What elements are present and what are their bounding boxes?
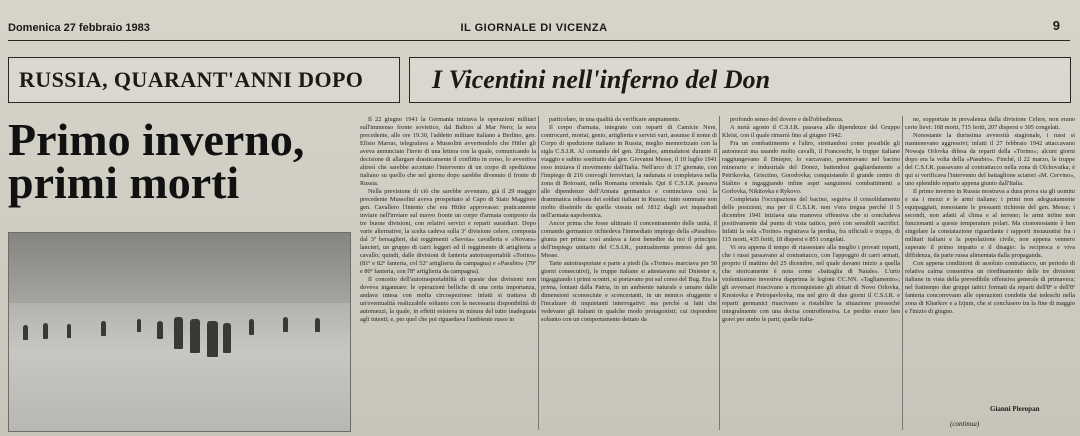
photo-soldier-figure <box>43 323 48 339</box>
column-paragraph: Tarte autotrasportate e parte a piedi (la «Torino» marciava per 50 giorni consecutivi), le truppe italiane si attestavano sul Dniester e, ingaggiando i primi scontri, si portavano poi sul corso del Bug. Era la prima, lontani dalla Patria, in un ambiente naturale e umano dalle dimensioni sconosciute e sconcertanti, in un nemico sfuggente e l'incalzare di inquietanti interrogativi: ma perché si fatti che vedevano gli italiani in qualche modo protagonisti; cui rispondere soltanto con un comportamento dettato da <box>541 260 717 323</box>
article-column-3 <box>722 116 900 430</box>
section-kicker: RUSSIA, QUARANT'ANNI DOPO <box>19 67 364 92</box>
subtitle-box <box>409 57 1071 103</box>
article-subtitle: I Vicentini nell'inferno del Don <box>432 65 771 94</box>
masthead <box>8 18 1060 38</box>
column-paragraph: A metà agosto il C.S.I.R. passava alle dipendenze del Gruppo Kleist, con il quale rimarrà fino al giugno 1942. <box>722 124 900 139</box>
newspaper-name: IL GIORNALE DI VICENZA <box>460 22 608 34</box>
photo-soldier-figure <box>174 317 183 349</box>
column-paragraph: Completata l'occupazione del bacino, seguiva il consolidamento delle posizioni, ma per il C.S.I.R. non v'era tregua perché il 5 dicembre 1941 iniziava una manovra offensiva che si concludeva positivamente dal punto di vista tattico, però con sensibili sacrifici. Infatti la sola «Torino» registrava la perdita, fra ufficiali e truppa, di 115 morti, 435 feriti, 18 dispersi e 851 congelati. <box>722 196 900 243</box>
column-paragraph: Ancor prima che fosse ultimato il concentramento delle unità, il comando germanico richiedeva l'immediato impiego della «Pasubio» giunta per prima: così andava a farsi benedire da noi il principio dell'impiego unitario del C.S.I.R., puntualmente preteso dal gen. Messe. <box>541 220 717 259</box>
photo-soldier-figure <box>101 321 106 336</box>
photo-soldier-figure <box>137 319 141 332</box>
column-paragraph: Il primo inverno in Russia mostrava a dura prova sia gli uomini e sia i mezzi e le armi italiane; i primi non adeguatamente equipaggiati, nonostante le pressanti richieste del gen. Messe; i secondi, non adatti al clima e al terreno; le armi infine non funzionanti a queste temperature polari. Ma ciononostante è ben singolare la constatazione riguardante i rapporti instauratisi fra i militari italiani e la popolazione civile, non appena vennero superate il primo impatto e il disagio: la reciproca e viva diffidenza, da parte russa alimentata dalla propaganda. <box>905 188 1075 259</box>
photo-soldier-figure <box>283 317 288 332</box>
article-column-1 <box>360 116 536 430</box>
column-paragraph: Il 22 giugno 1941 la Germania iniziava le operazioni militari sull'immenso fronte sovietico, dal Baltico al Mar Nero; la sera precedente, alle ore 19.30, l'addetto militare italiano a Berlino, gen. Efisio Marras, telegrafava a Mussolini avvertendolo che Hitler gli aveva annunciato l'invio di una lettera con la quale, comunicando la decisione di allargare drasticamente il conflitto in corso, lo avvertiva altresì che sarebbe accettato l'intervento di un corpo di spedizione italiano su quello che nel giorno dopo sarebbe divenuto il fronte di Russia. <box>360 116 536 187</box>
photo-sky <box>9 233 350 303</box>
column-paragraph: Nonostante la durissima avversità stagionale, i russi si mantenevano aggressivi; infatti il 27 febbraio 1942 attaccavano Nowaja Orlovka difesa da reparti della «Torino»; alcuni giorni dopo era la volta della «Pasubio». Finché, il 22 marzo, le truppe del C.S.I.R. passavano al contrattacco nella zona di Olchovatka; è qui si verificava l'intervento del battaglione sciatori «M. Cervino», uno splendido reparto appena giunto dall'Italia. <box>905 132 1075 187</box>
headline-line-1: Primo inverno, <box>8 114 305 165</box>
photo-soldier-figure <box>249 319 254 335</box>
section-kicker-box <box>8 57 400 103</box>
photo-soldier-figure <box>190 319 200 353</box>
column-paragraph: Fra un combattimento e l'altro, strettandosi come possibile gli automezzi ma usando molto cavalli, il Franceschi, le truppe italiane raggiungevano il Dnieper, lo varcavano, penetravano nel bacino minerario e industriale del Donez, battendosi gagliardamente a Petrikovka, Grisctino, Gorodovka; conquistando il grande centro di Stalino e ingaggiando infine aspri sanguinosi combattimenti a Gorlovka, Nikitovka e Rykovo. <box>722 140 900 195</box>
photo-soldier-figure <box>207 321 218 357</box>
author-signature: Gianni Pieropan <box>990 405 1040 413</box>
column-paragraph: Con appena condizioni di assoluto contrattacco, un periodo di relativa calma consentiva un riordinamento delle tre divisioni italiane in vista della prevedibile offensiva generale di primavera; nel frattempo due gruppi tattici formati da reparti dell'8º e dell'8º fanteria concorrevano alle operazioni condotte dai tedeschi nella zona di Kharkov e a Izjum, che si conclusero tra la fine di maggio e l'inizio di giugno. <box>905 260 1075 315</box>
photo-soldier-figure <box>67 324 71 338</box>
photo-soldier-figure <box>315 318 320 332</box>
continued-note: (continua) <box>950 420 980 428</box>
article-column-4 <box>905 116 1075 400</box>
column-divider <box>538 116 539 430</box>
article-headline <box>8 114 358 208</box>
photo-soldier-figure <box>223 323 231 353</box>
page-number: 9 <box>1052 18 1060 33</box>
column-paragraph: Il concetto dell'autotrasportabilità di queste due divisioni non doveva ingannare: le operazioni belliche di una certa importanza, andava intesa con molta circospezione: infatti si trattava di un'eventualità realizzabile soltanto con la necessaria disponibilità di automezzi, la quale, in effetti esisteva in misura del tutto inadeguata agli intenti; e, per quel che poi riguardava l'ambiente russo in <box>360 276 536 323</box>
photo-soldier-figure <box>157 321 163 339</box>
column-paragraph: particolare, in una qualità da verificare ampiamente. <box>549 116 681 123</box>
column-paragraph: ne, sopportate in prevalenza dalla divisione Celere, non erano certo lievi: 168 morti, 715 feriti, 207 dispersi e 305 congelati. <box>905 116 1075 131</box>
column-paragraph: Nella previsione di ciò che sarebbe avvenuto, già il 29 maggio precedente Mussolini aveva prospettato al Capo di Stato Maggiore gen. Cavallero l'intento che era Hitler approvasse: praticamente inviare nell'inviare sul nuovo fronte un corpo d'armata composto da tre buone divisioni, con relativi servizi e reparti sussidiari. Dopo varie alternative, la scelta cadeva sulla 3ª divisione celere, composta dal 3º bersaglieri, dai reggimenti «Savoia» cavalleria e «Novara» lancieri, un gruppo di carri leggeri ed il reggimento di artiglieria a cavallo; quindi, dalle divisioni di fanteria autotrasportabili «Torino» (81º e 82º fanteria, col 52º artiglieria da campagna) e «Pasubio» (79º e 80º fanteria, con l'8º artiglieria da campagna). <box>360 188 536 275</box>
masthead-rule <box>8 40 1070 41</box>
column-paragraph: Vi era appena il tempo di riassestare alla meglio i provati reparti, che i russi passavano al contrattacco, con l'appoggio di carri armati, proprio il mattino del 25 dicembre, nel quale davano inizio a quella che storicamente è nota come «battaglia di Natale». L'urto violentissimo investiva dapprima le legioni CC.NN. «Tagliamento»; gli avversari riuscivano a riconquistare gli abitati di Novo Orlovka, Krestovka e Petropavlovka, ma nel giro di due giorni il C.S.I.R. e reparti germanici riuscivano a ristabilire la situazione pressoché integralmente con una decisa controffensiva. Le perdite erano ben gravi per ambo le parti; quelle italia- <box>722 244 900 323</box>
column-paragraph: profondo senso del dovere e dell'obbedienza. <box>730 116 844 123</box>
issue-date: Domenica 27 febbraio 1983 <box>8 22 150 34</box>
column-divider <box>902 116 903 430</box>
photo-soldier-figure <box>23 325 28 340</box>
headline-line-2: primi morti <box>8 157 240 208</box>
column-divider <box>719 116 720 430</box>
column-paragraph: Il corpo d'armata, integrato con reparti di Camicie Nere, controcarri, mortai, genio, artiglieria e servizi vari, assunse il nome di Corpo di spedizione italiano in Russia, meglio memorizzato con la sigla C.S.I.R. Al comando del gen. Zingales, ammalatosi durante il viaggio e subito sostituito dal gen. Giovanni Messe, il 10 luglio 1941 esso iniziava il movimento dall'Italia. Nell'arco di 17 giornate, con l'impiego di 216 convogli ferroviari, la radunata si completava nella zona di Botosani, nella Romania orientale. Qui il C.S.I.R. passava alle dipendenze dell'Armata germanica e cominciava così la drammatica odissea dei soldati italiani in Russia; tutto sommato non molto dissimile da quella vissuta nel 1812 dagli avi inquadrati nell'armata napoleonica. <box>541 124 717 219</box>
article-column-2 <box>541 116 717 430</box>
article-photo <box>8 232 351 432</box>
